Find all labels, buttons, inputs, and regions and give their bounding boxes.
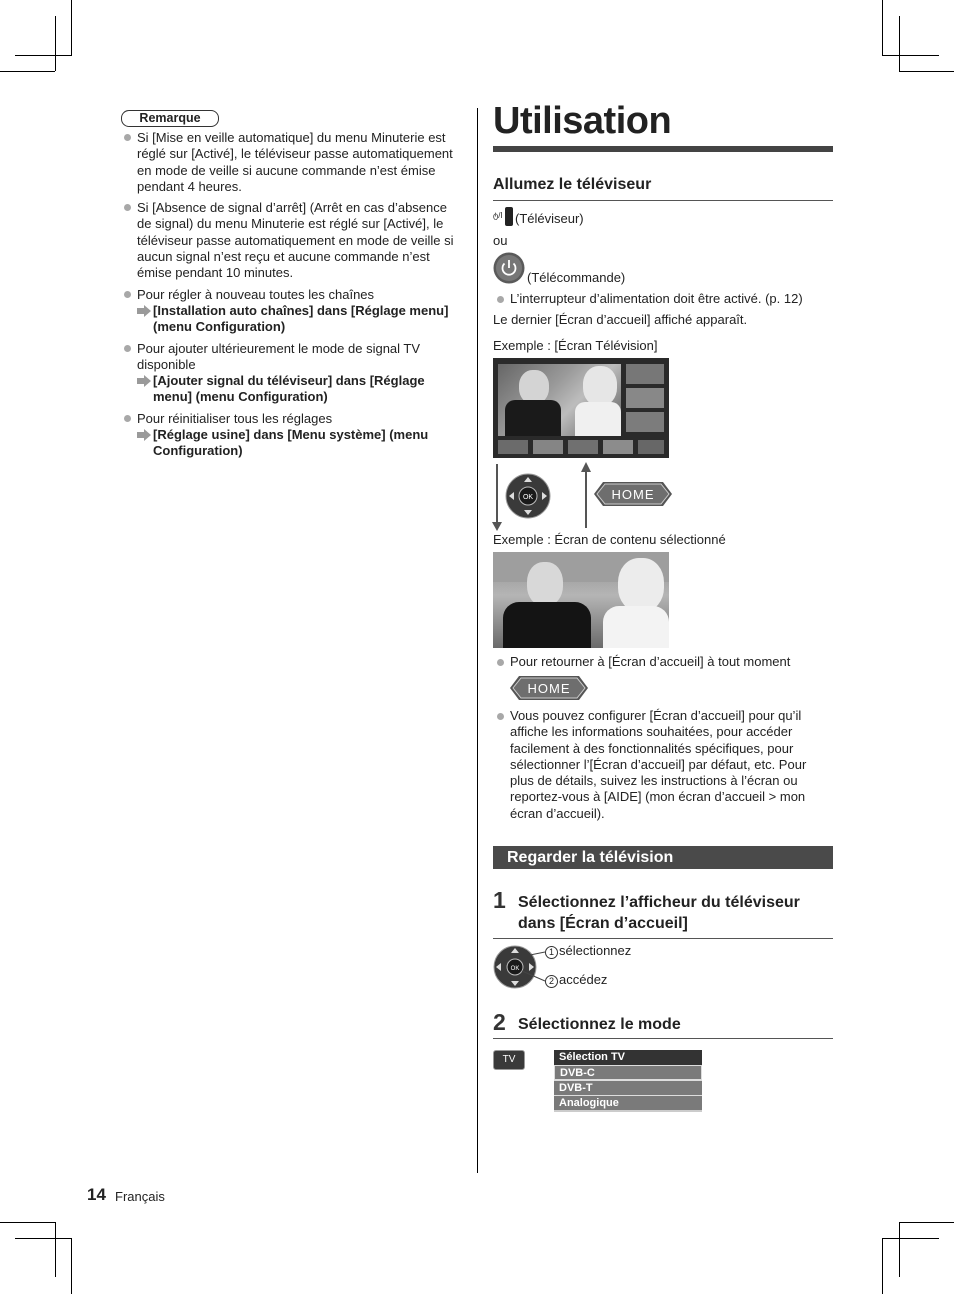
bullet-icon bbox=[497, 296, 504, 303]
or-text: ou bbox=[493, 233, 508, 248]
last-home-text: Le dernier [Écran d’accueil] affiché apparaît. bbox=[493, 312, 748, 327]
svg-text:OK: OK bbox=[510, 966, 520, 972]
heading-rule bbox=[493, 200, 833, 201]
cursor-select-diagram bbox=[492, 943, 550, 991]
list-item: Pour régler à nouveau toutes les chaînes bbox=[121, 287, 463, 303]
access-label: accédez bbox=[559, 972, 608, 987]
power-heading: Allumez le téléviseur bbox=[493, 176, 652, 193]
step-rule bbox=[493, 938, 833, 939]
tv-label: (Téléviseur) bbox=[515, 211, 584, 226]
bullet-icon bbox=[497, 713, 504, 720]
tv-power-switch-icon bbox=[505, 207, 513, 226]
remote-label: (Télécommande) bbox=[527, 270, 626, 285]
language-label: Français bbox=[115, 1189, 165, 1204]
menu-option-analogique[interactable]: Analogique bbox=[554, 1095, 702, 1112]
select-label: sélectionnez bbox=[559, 943, 632, 958]
section-banner: Regarder la télévision bbox=[493, 846, 833, 869]
cursor-ok-button-icon bbox=[505, 473, 551, 519]
list-item: Pour ajouter ultérieurement le mode de signal TV disponible bbox=[121, 341, 463, 374]
config-bullet: Vous pouvez configurer [Écran d’accueil] pour qu’il affiche les informations souhaitées, pour accéder facilement à des fonctionnalités spécifiques, pour sélectionner l’[Écran d’accueil] par défaut, etc. Pour plus de détails, suivez les instructions à l’écran ou reportez-vous à [AIDE] (mon écran d’accueil > mon écran d’accueil). bbox=[510, 708, 807, 821]
power-button-icon bbox=[493, 252, 525, 284]
menu-option-dvb-c[interactable]: DVB-C bbox=[554, 1065, 702, 1080]
reference-line: [Ajouter signal du téléviseur] dans [Réglage menu] (menu Configuration) bbox=[121, 373, 463, 406]
reference-line: [Réglage usine] dans [Menu système] (menu Configuration) bbox=[121, 427, 463, 460]
step-rule bbox=[493, 1038, 833, 1039]
home-button-icon bbox=[509, 674, 589, 702]
note-badge: Remarque bbox=[121, 110, 219, 127]
step-2-text: Sélectionnez le mode bbox=[518, 1016, 681, 1033]
tv-button[interactable]: TV bbox=[493, 1050, 525, 1070]
power-symbol: ტ/I bbox=[493, 211, 503, 220]
arrow-right-icon bbox=[137, 429, 151, 441]
svg-text:OK: OK bbox=[522, 494, 534, 501]
power-bullet: L’interrupteur d’alimentation doit être activé. (p. 12) bbox=[510, 291, 803, 306]
bullet-icon bbox=[124, 345, 131, 352]
title-underline bbox=[493, 146, 833, 152]
bullet-icon bbox=[124, 204, 131, 211]
return-bullet: Pour retourner à [Écran d’accueil] à tout moment bbox=[510, 654, 791, 669]
bullet-icon bbox=[124, 134, 131, 141]
list-item: Si [Absence de signal d’arrêt] (Arrêt en cas d’absence de signal) du menu Minuterie est réglé sur [Activé], le téléviseur passe automatiquement en mode de veille si aucun signal n’est reçu et aucune commande n’est émise pendant 10 minutes. bbox=[121, 200, 463, 281]
menu-title: Sélection TV bbox=[554, 1050, 702, 1065]
svg-text:HOME: HOME bbox=[611, 487, 655, 502]
step-1-text: Sélectionnez l’afficheur du téléviseur dans [Écran d’accueil] bbox=[518, 894, 800, 932]
bullet-icon bbox=[124, 415, 131, 422]
tv-home-screen-image bbox=[493, 358, 669, 458]
svg-text:HOME: HOME bbox=[527, 681, 571, 696]
example-tv-label: Exemple : [Écran Télévision] bbox=[493, 338, 658, 353]
home-button-icon bbox=[593, 480, 673, 508]
step-number: 1 bbox=[493, 887, 506, 913]
column-divider bbox=[477, 108, 478, 1173]
arrow-right-icon bbox=[137, 375, 151, 387]
arrow-right-icon bbox=[137, 305, 151, 317]
menu-option-dvb-t[interactable]: DVB-T bbox=[554, 1080, 702, 1095]
page-number: 14 bbox=[87, 1185, 106, 1204]
bullet-icon bbox=[497, 659, 504, 666]
circled-number: 2 bbox=[545, 975, 558, 988]
note-list bbox=[121, 130, 463, 460]
step-number: 2 bbox=[493, 1009, 506, 1035]
page-title: Utilisation bbox=[493, 100, 672, 142]
bullet-icon bbox=[124, 291, 131, 298]
list-item: Pour réinitialiser tous les réglages bbox=[121, 411, 463, 427]
example-content-label: Exemple : Écran de contenu sélectionné bbox=[493, 532, 726, 547]
list-item: Si [Mise en veille automatique] du menu Minuterie est réglé sur [Activé], le téléviseur passe automatiquement en mode de veille si aucune commande n’est émise pendant 4 heures. bbox=[121, 130, 463, 195]
circled-number: 1 bbox=[545, 946, 558, 959]
content-screen-image bbox=[493, 552, 669, 648]
reference-line: [Installation auto chaînes] dans [Réglage menu] (menu Configuration) bbox=[121, 303, 463, 336]
